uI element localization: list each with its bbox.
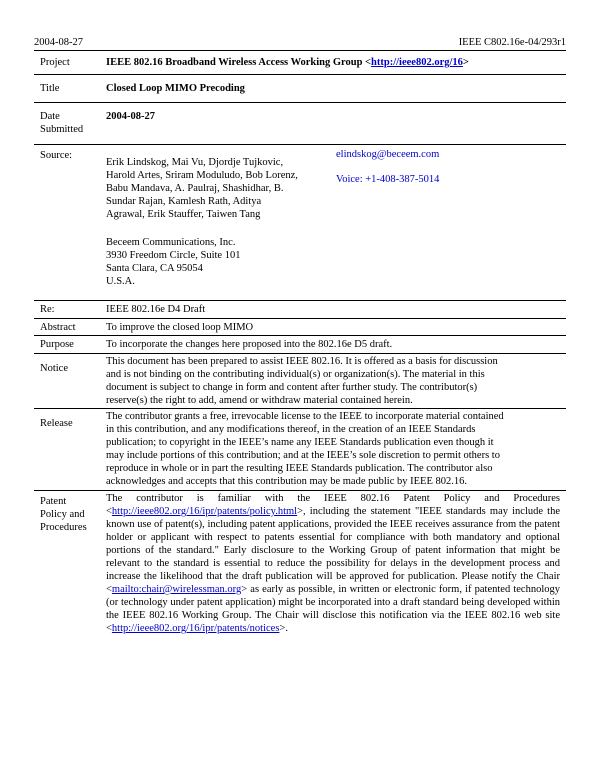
source-voice: Voice: +1-408-387-5014	[336, 174, 440, 185]
page-header	[34, 36, 566, 50]
project-label: Project	[40, 57, 70, 68]
source-row	[34, 145, 566, 301]
re-row	[34, 301, 566, 319]
header-doc-id: IEEE C802.16e-04/293r1	[458, 37, 566, 48]
header-date: 2004-08-27	[34, 37, 83, 48]
notice-label: Notice	[40, 363, 68, 374]
patent-notices-link[interactable]: http://ieee802.org/16/ipr/patents/notices	[111, 623, 280, 634]
title-label: Title	[40, 83, 60, 94]
abstract-row	[34, 319, 566, 336]
project-link[interactable]: http://ieee802.org/16	[371, 57, 463, 68]
patent-policy-link[interactable]: http://ieee802.org/16/ipr/patents/policy.html	[111, 506, 298, 517]
re-value: IEEE 802.16e D4 Draft	[106, 304, 206, 315]
release-label: Release	[40, 418, 73, 429]
patent-text: The contributor is familiar with the IEEE 802.16 Patent Policy and Procedures <http://ieee802.org/16/ipr/patents/policy.html>, including the statement "IEEE standards may include the known use of patent(s), including patent applications, provided the IEEE receives assurance from the patent holder or applicant with respect to patents essential for compliance with both mandatory and optional portions of the standard." Early disclosure to the Working Group of patent information that might be relevant to the standard is essential to reduce the possibility for delays in the development process and increase the likelihood that the draft publication will be approved for publication. Please notify the Chair <mailto:chair@wirelessman.org> as early as possible, in written or electronic form, if patented technology (or technology under patent application) might be incorporated into a draft standard being developed within the IEEE 802.16 Working Group. The Chair will disclose this notification via the IEEE 802.16 web site <http://ieee802.org/16/ipr/patents/notices>.	[106, 493, 560, 634]
re-label: Re:	[40, 304, 55, 315]
date-submitted-label: Date Submitted	[40, 111, 84, 135]
notice-text: This document has been prepared to assist IEEE 802.16. It is offered as a basis for discussion and is not binding on the contributing individual(s) or organization(s). The material in this document is subject to change in form and content after further study. The contributor(s) reserve(s) the right to add, amend or withdraw material contained herein.	[106, 356, 498, 406]
project-value: IEEE 802.16 Broadband Wireless Access Working Group <http://ieee802.org/16>	[106, 57, 469, 68]
chair-email-link[interactable]: mailto:chair@wirelessman.org	[111, 584, 242, 595]
patent-label: Patent Policy and Procedures	[40, 496, 87, 533]
abstract-label: Abstract	[40, 322, 76, 333]
purpose-label: Purpose	[40, 339, 74, 350]
release-row	[34, 409, 566, 491]
abstract-value: To improve the closed loop MIMO	[106, 322, 254, 333]
title-value: Closed Loop MIMO Precoding	[106, 83, 245, 94]
patent-row	[34, 491, 566, 663]
title-row	[34, 75, 566, 103]
source-label: Source:	[40, 150, 73, 161]
purpose-row	[34, 336, 566, 354]
source-authors: Erik Lindskog, Mai Vu, Djordje Tujkovic, Harold Artes, Sriram Moduludo, Bob Lorenz, Babu Mandava, A. Paulraj, Shashidhar, B. Sundar Rajan, Kamlesh Rath, Aditya Agrawal, Erik Stauffer, Taiwen Tang Beceem Communications, Inc. 3930 Freedom Circle, Suite 101 Santa Clara, CA 95054 U.S.A.	[106, 157, 298, 287]
notice-row	[34, 354, 566, 409]
source-email[interactable]: elindskog@beceem.com	[336, 149, 440, 160]
release-text: The contributor grants a free, irrevocable license to the IEEE to incorporate material contained in this contribution, and any modifications thereof, in the creation of an IEEE Standards publication; to copyright in the IEEE’s name any IEEE Standards publication even though it may include portions of this contribution; and at the IEEE’s sole discretion to permit others to reproduce in whole or in part the resulting IEEE Standards publication. The contributor also acknowledges and accepts that this contribution may be made public by IEEE 802.16.	[106, 411, 504, 487]
date-submitted-row	[34, 103, 566, 145]
date-submitted-value: 2004-08-27	[106, 111, 155, 122]
purpose-value: To incorporate the changes here proposed into the 802.16e D5 draft.	[106, 339, 393, 350]
project-row	[34, 51, 566, 75]
